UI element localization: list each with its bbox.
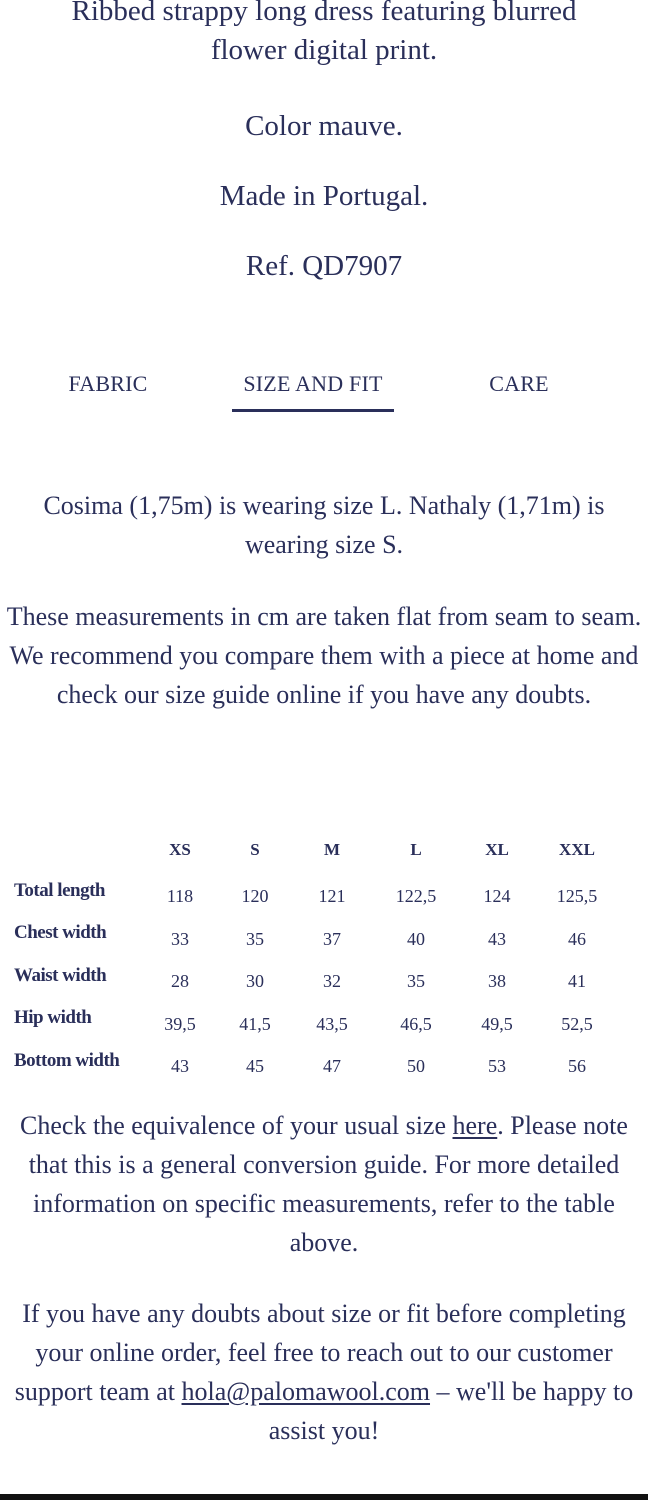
table-cell: 32 — [323, 971, 341, 991]
table-cell: 122,5 — [395, 886, 437, 906]
tab-care[interactable]: CARE — [489, 371, 549, 396]
support-note — [0, 1294, 648, 1450]
size-header-l: L — [410, 840, 422, 859]
support-email-link[interactable]: hola@palomawool.com — [181, 1377, 431, 1406]
product-reference: Ref. QD7907 — [245, 250, 403, 282]
size-header-xs: XS — [169, 840, 191, 859]
support-text-end: – we'll be happy to assist you! — [268, 1377, 634, 1445]
table-cell: 43 — [488, 929, 506, 949]
size-header-m: M — [323, 840, 341, 859]
table-cell: 120 — [241, 886, 269, 906]
size-table — [0, 832, 648, 1092]
table-cell: 124 — [483, 886, 511, 906]
measurement-note: These measurements in cm are taken flat from seam to seam. We recommend you compare them with a piece at home and check our size guide online if you have any doubts. — [6, 602, 642, 709]
table-cell: 39,5 — [164, 1014, 196, 1034]
table-cell: 52,5 — [561, 1014, 593, 1034]
table-cell: 40 — [407, 929, 425, 949]
table-cell: 121 — [318, 886, 346, 906]
row-label-bottom-width: Bottom width — [14, 1050, 120, 1071]
row-label-hip-width: Hip width — [14, 1007, 92, 1028]
model-size-info: Cosima (1,75m) is wearing size L. Nathaly (1,71m) is wearing size S. — [43, 491, 605, 559]
row-label-chest-width: Chest width — [14, 922, 107, 943]
table-cell: 45 — [246, 1056, 264, 1076]
tab-fabric[interactable]: FABRIC — [68, 371, 148, 396]
table-cell: 49,5 — [481, 1014, 513, 1034]
table-cell: 43 — [171, 1056, 189, 1076]
table-cell: 28 — [171, 971, 189, 991]
size-header-xl: XL — [485, 840, 509, 859]
product-color: Color mauve. — [245, 110, 403, 142]
size-header-s: S — [250, 840, 260, 859]
table-cell: 37 — [323, 929, 341, 949]
active-tab-indicator — [232, 409, 394, 412]
bottom-divider — [0, 1494, 648, 1500]
table-cell: 38 — [488, 971, 506, 991]
table-cell: 46 — [568, 929, 586, 949]
product-info-tabs — [0, 370, 648, 420]
conversion-note — [0, 1106, 648, 1262]
table-cell: 56 — [568, 1056, 586, 1076]
table-cell: 35 — [246, 929, 264, 949]
conversion-text-start: Check the equivalence of your usual size — [20, 1111, 453, 1140]
table-cell: 43,5 — [316, 1014, 348, 1034]
product-origin: Made in Portugal. — [219, 180, 429, 212]
table-cell: 125,5 — [556, 886, 598, 906]
size-guide-link[interactable]: here — [452, 1111, 498, 1140]
table-cell: 47 — [323, 1056, 341, 1076]
size-header-xxl: XXL — [559, 840, 595, 859]
row-label-total-length: Total length — [14, 880, 105, 901]
table-cell: 50 — [407, 1056, 425, 1076]
conversion-text-end: . Please note that this is a general conversion guide. For more detailed information on specific measurements, refer to the table above. — [28, 1111, 628, 1257]
table-cell: 33 — [171, 929, 189, 949]
table-cell: 41,5 — [239, 1014, 271, 1034]
table-cell: 53 — [488, 1056, 506, 1076]
support-text-start: If you have any doubts about size or fit before completing your online order, feel free to reach out to our customer support team at — [14, 1299, 626, 1406]
tab-size-and-fit[interactable]: SIZE AND FIT — [243, 371, 383, 396]
table-cell: 41 — [568, 971, 586, 991]
table-cell: 30 — [246, 971, 264, 991]
table-cell: 118 — [166, 886, 194, 906]
row-label-waist-width: Waist width — [14, 965, 107, 986]
table-cell: 46,5 — [400, 1014, 432, 1034]
product-description: Ribbed strappy long dress featuring blurred flower digital print. — [71, 0, 577, 66]
table-cell: 35 — [407, 971, 425, 991]
